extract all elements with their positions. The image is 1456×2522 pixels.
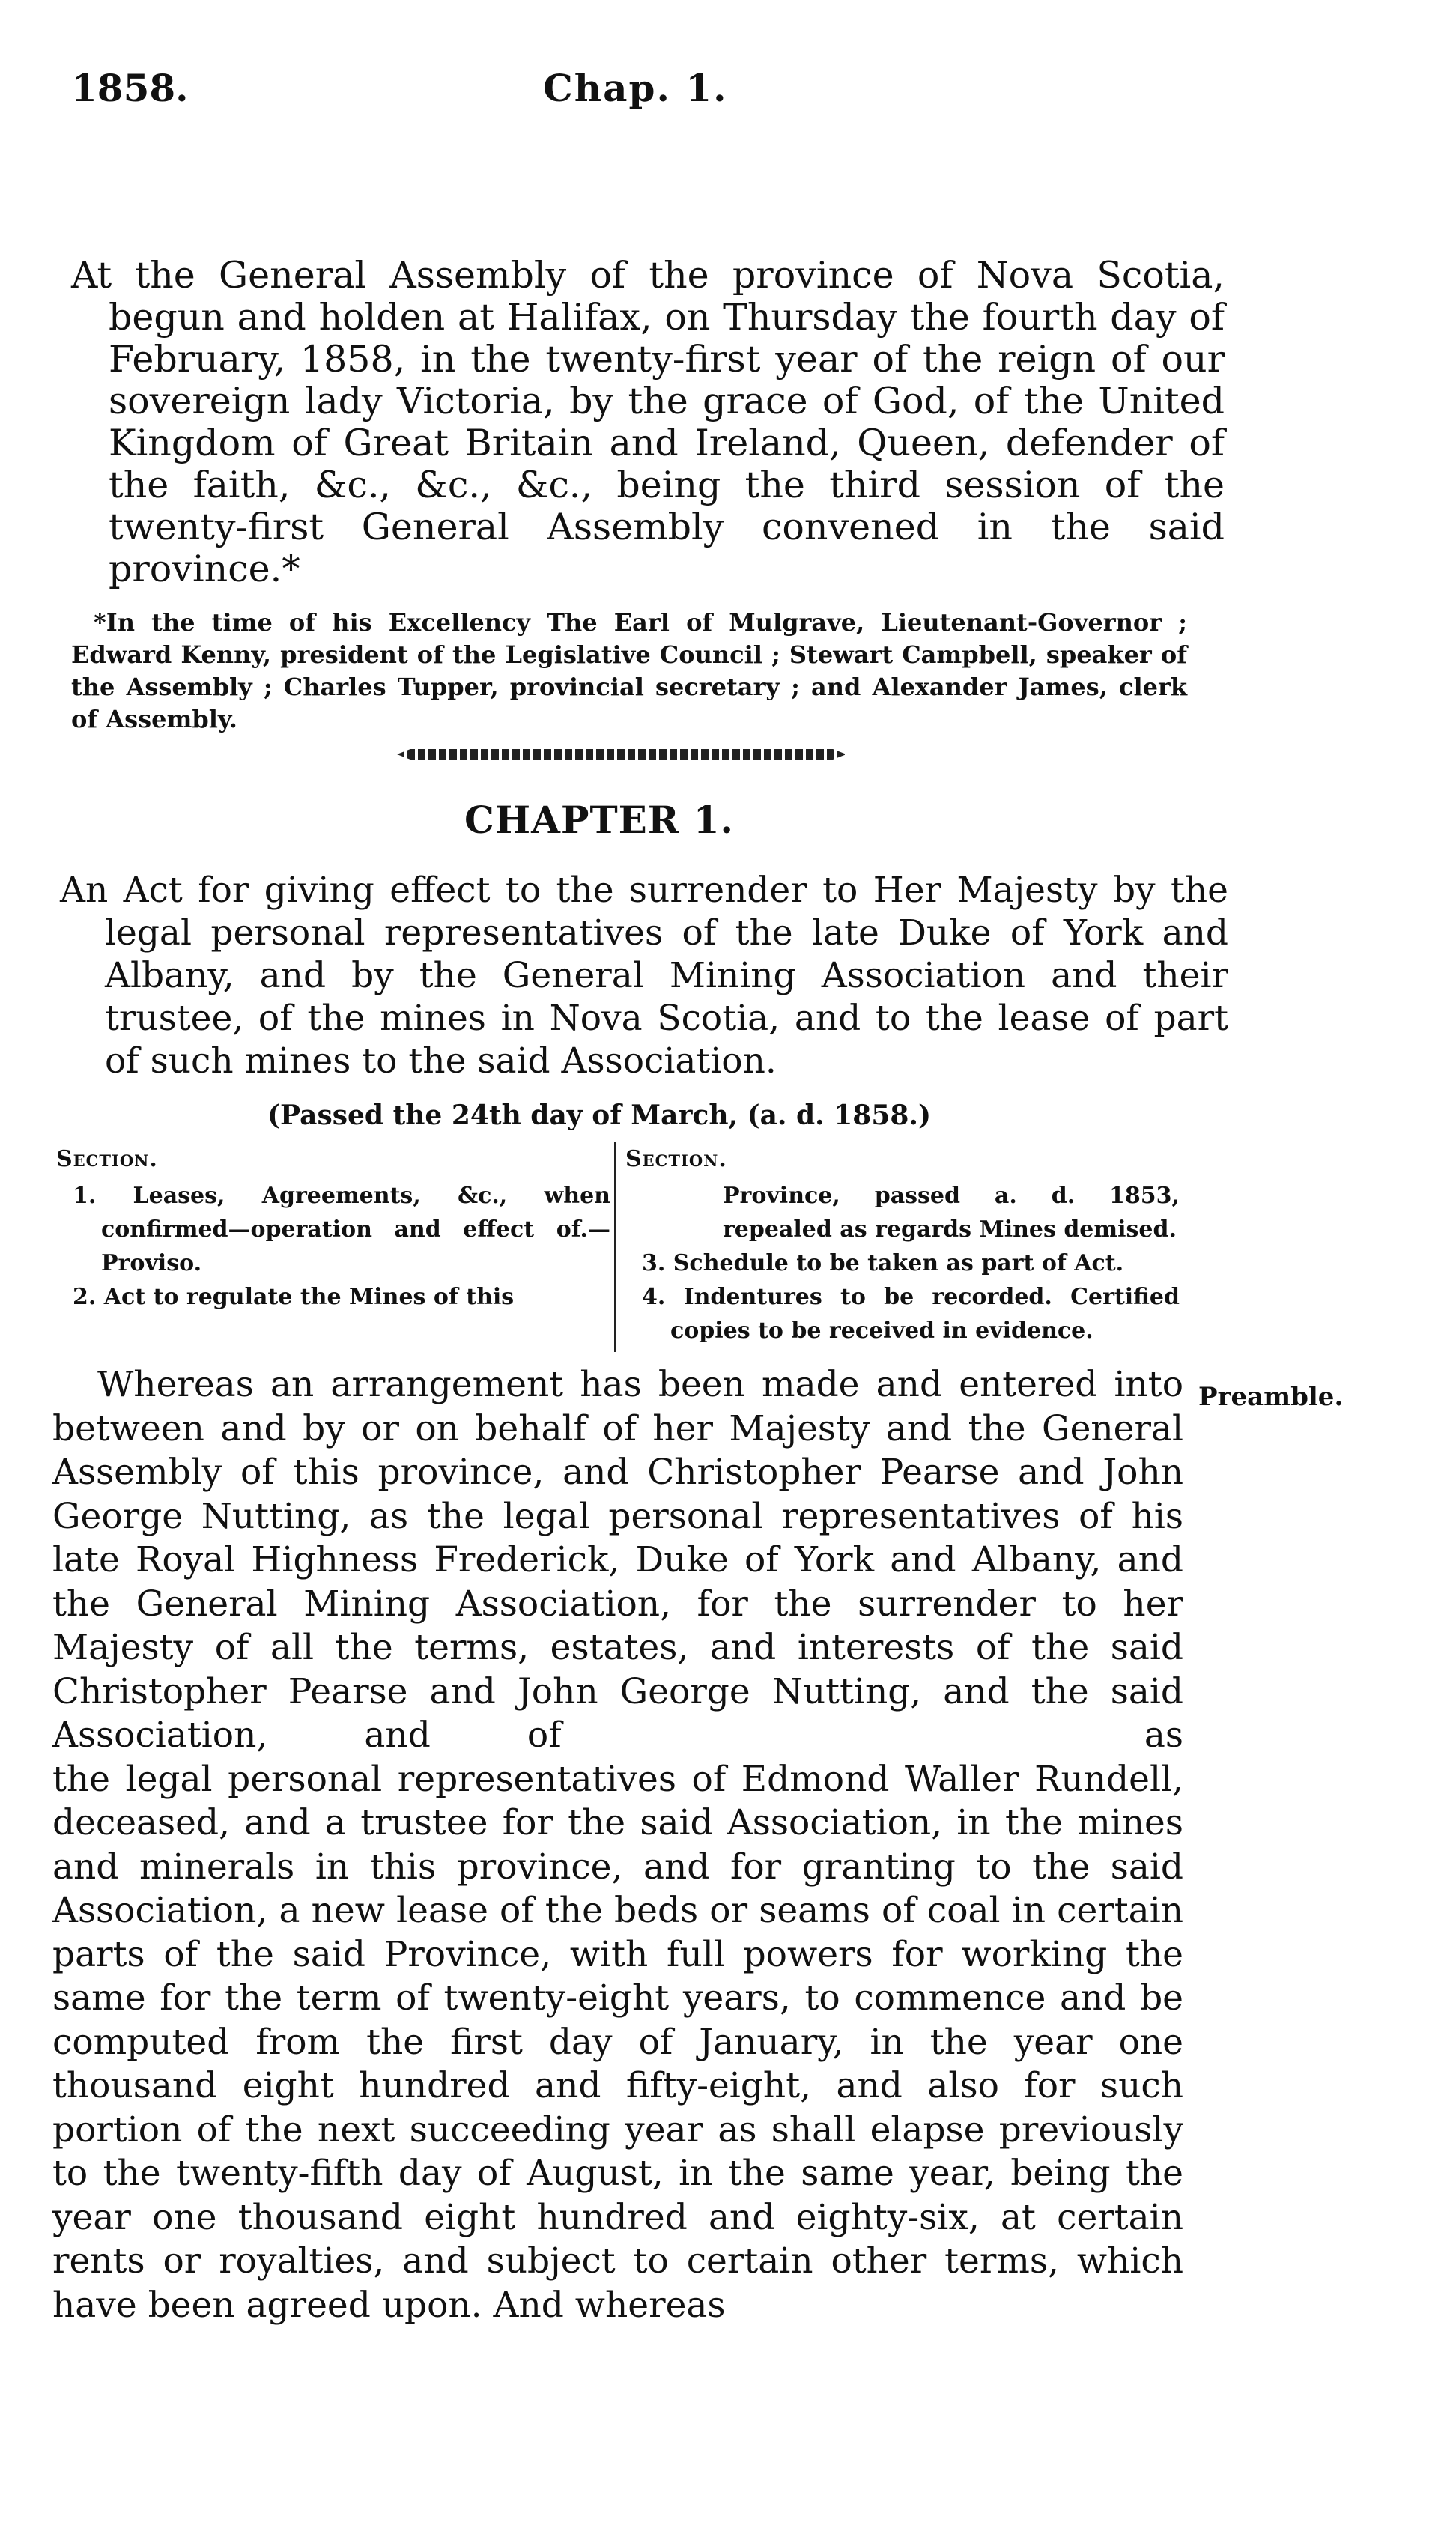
chapter-title: CHAPTER 1. xyxy=(464,798,734,842)
passed-date: (Passed the 24th day of March, (a. d. 1858.) xyxy=(267,1100,931,1131)
running-chapter: Chap. 1. xyxy=(543,66,728,110)
act-title: An Act for giving effect to the surrender to Her Majesty by the legal personal representatives of the late Duke of York and Albany, and by the General Mining Association and their trustee, of the mines in Nova Scotia, and to the lease of part of such mines to the said Association. xyxy=(60,870,1228,1082)
column-divider xyxy=(614,1142,616,1352)
section-item-continuation: Province, passed a. d. 1853, repealed as regards Mines demised. xyxy=(723,1183,1180,1243)
section-header-right: Section. xyxy=(625,1146,727,1172)
margin-note-preamble: Preamble. xyxy=(1198,1382,1344,1412)
preamble-gap-word: as xyxy=(1144,1715,1183,1756)
section-summary-left xyxy=(56,1142,610,1314)
preamble-text xyxy=(52,1363,1183,2327)
ornamental-divider xyxy=(397,749,846,760)
section-summary xyxy=(56,1142,1195,1352)
preamble-part-1: Whereas an arrangement has been made and entered into between and by or on behalf of her Majesty and the General Assembly of this province, and Christopher Pearse and John George Nutting, as the legal personal representatives of his late Royal Highness Frederick, Duke of York and Albany, and the General Mining Association, for the surrender to her Majesty of all the terms, estates, and interests of the said Christopher Pearse and John George Nutting, and the said Association, and of as xyxy=(52,1364,1183,1756)
running-head xyxy=(71,66,1195,118)
footnote: *In the time of his Excellency The Earl of Mulgrave, Lieutenant-Governor ; Edward Kenny, president of the Legislative Council ; Stewart Campbell, speaker of the Assembly ; Charles Tupper, provincial secretary ; and Alexander James, clerk of Assembly. xyxy=(71,608,1187,733)
preamble-part-2: the legal personal representatives of Edmond Waller Rundell, deceased, and a trustee for the said Association, in the mines and minerals in this province, and for granting to the said Association, a new lease of the beds or seams of coal in certain parts of the said Province, with full powers for working the same for the term of twenty-eight years, to commence and be computed from the first day of January, in the year one thousand eight hundred and fifty-eight, and also for such portion of the next succeeding year as shall elapse previously to the twenty-fifth day of August, in the same year, being the year one thousand eight hundred and eighty-six, at certain rents or royalties, and subject to certain other terms, which have been agreed upon. And whereas xyxy=(52,1758,1183,2326)
section-item: 3. Schedule to be taken as part of Act. xyxy=(642,1250,1124,1276)
section-summary-right xyxy=(625,1142,1180,1348)
section-item: 1. Leases, Agreements, &c., when confirmed—operation and effect of.—Proviso. xyxy=(73,1183,610,1276)
assembly-preface: At the General Assembly of the province of Nova Scotia, begun and holden at Halifax, on Thursday the fourth day of February, 1858, in the twenty-first year of the reign of our sovereign lady Victoria, by the grace of God, of the United Kingdom of Great Britain and Ireland, Queen, defender of the faith, &c., &c., &c., being the third session of the twenty-first General Assembly convened in the said province.* xyxy=(71,254,1225,590)
page-year: 1858. xyxy=(71,66,189,110)
section-item: 4. Indentures to be recorded. Certified copies to be received in evidence. xyxy=(642,1284,1180,1344)
section-item: 2. Act to regulate the Mines of this xyxy=(73,1284,515,1310)
section-header-left: Section. xyxy=(56,1146,158,1172)
